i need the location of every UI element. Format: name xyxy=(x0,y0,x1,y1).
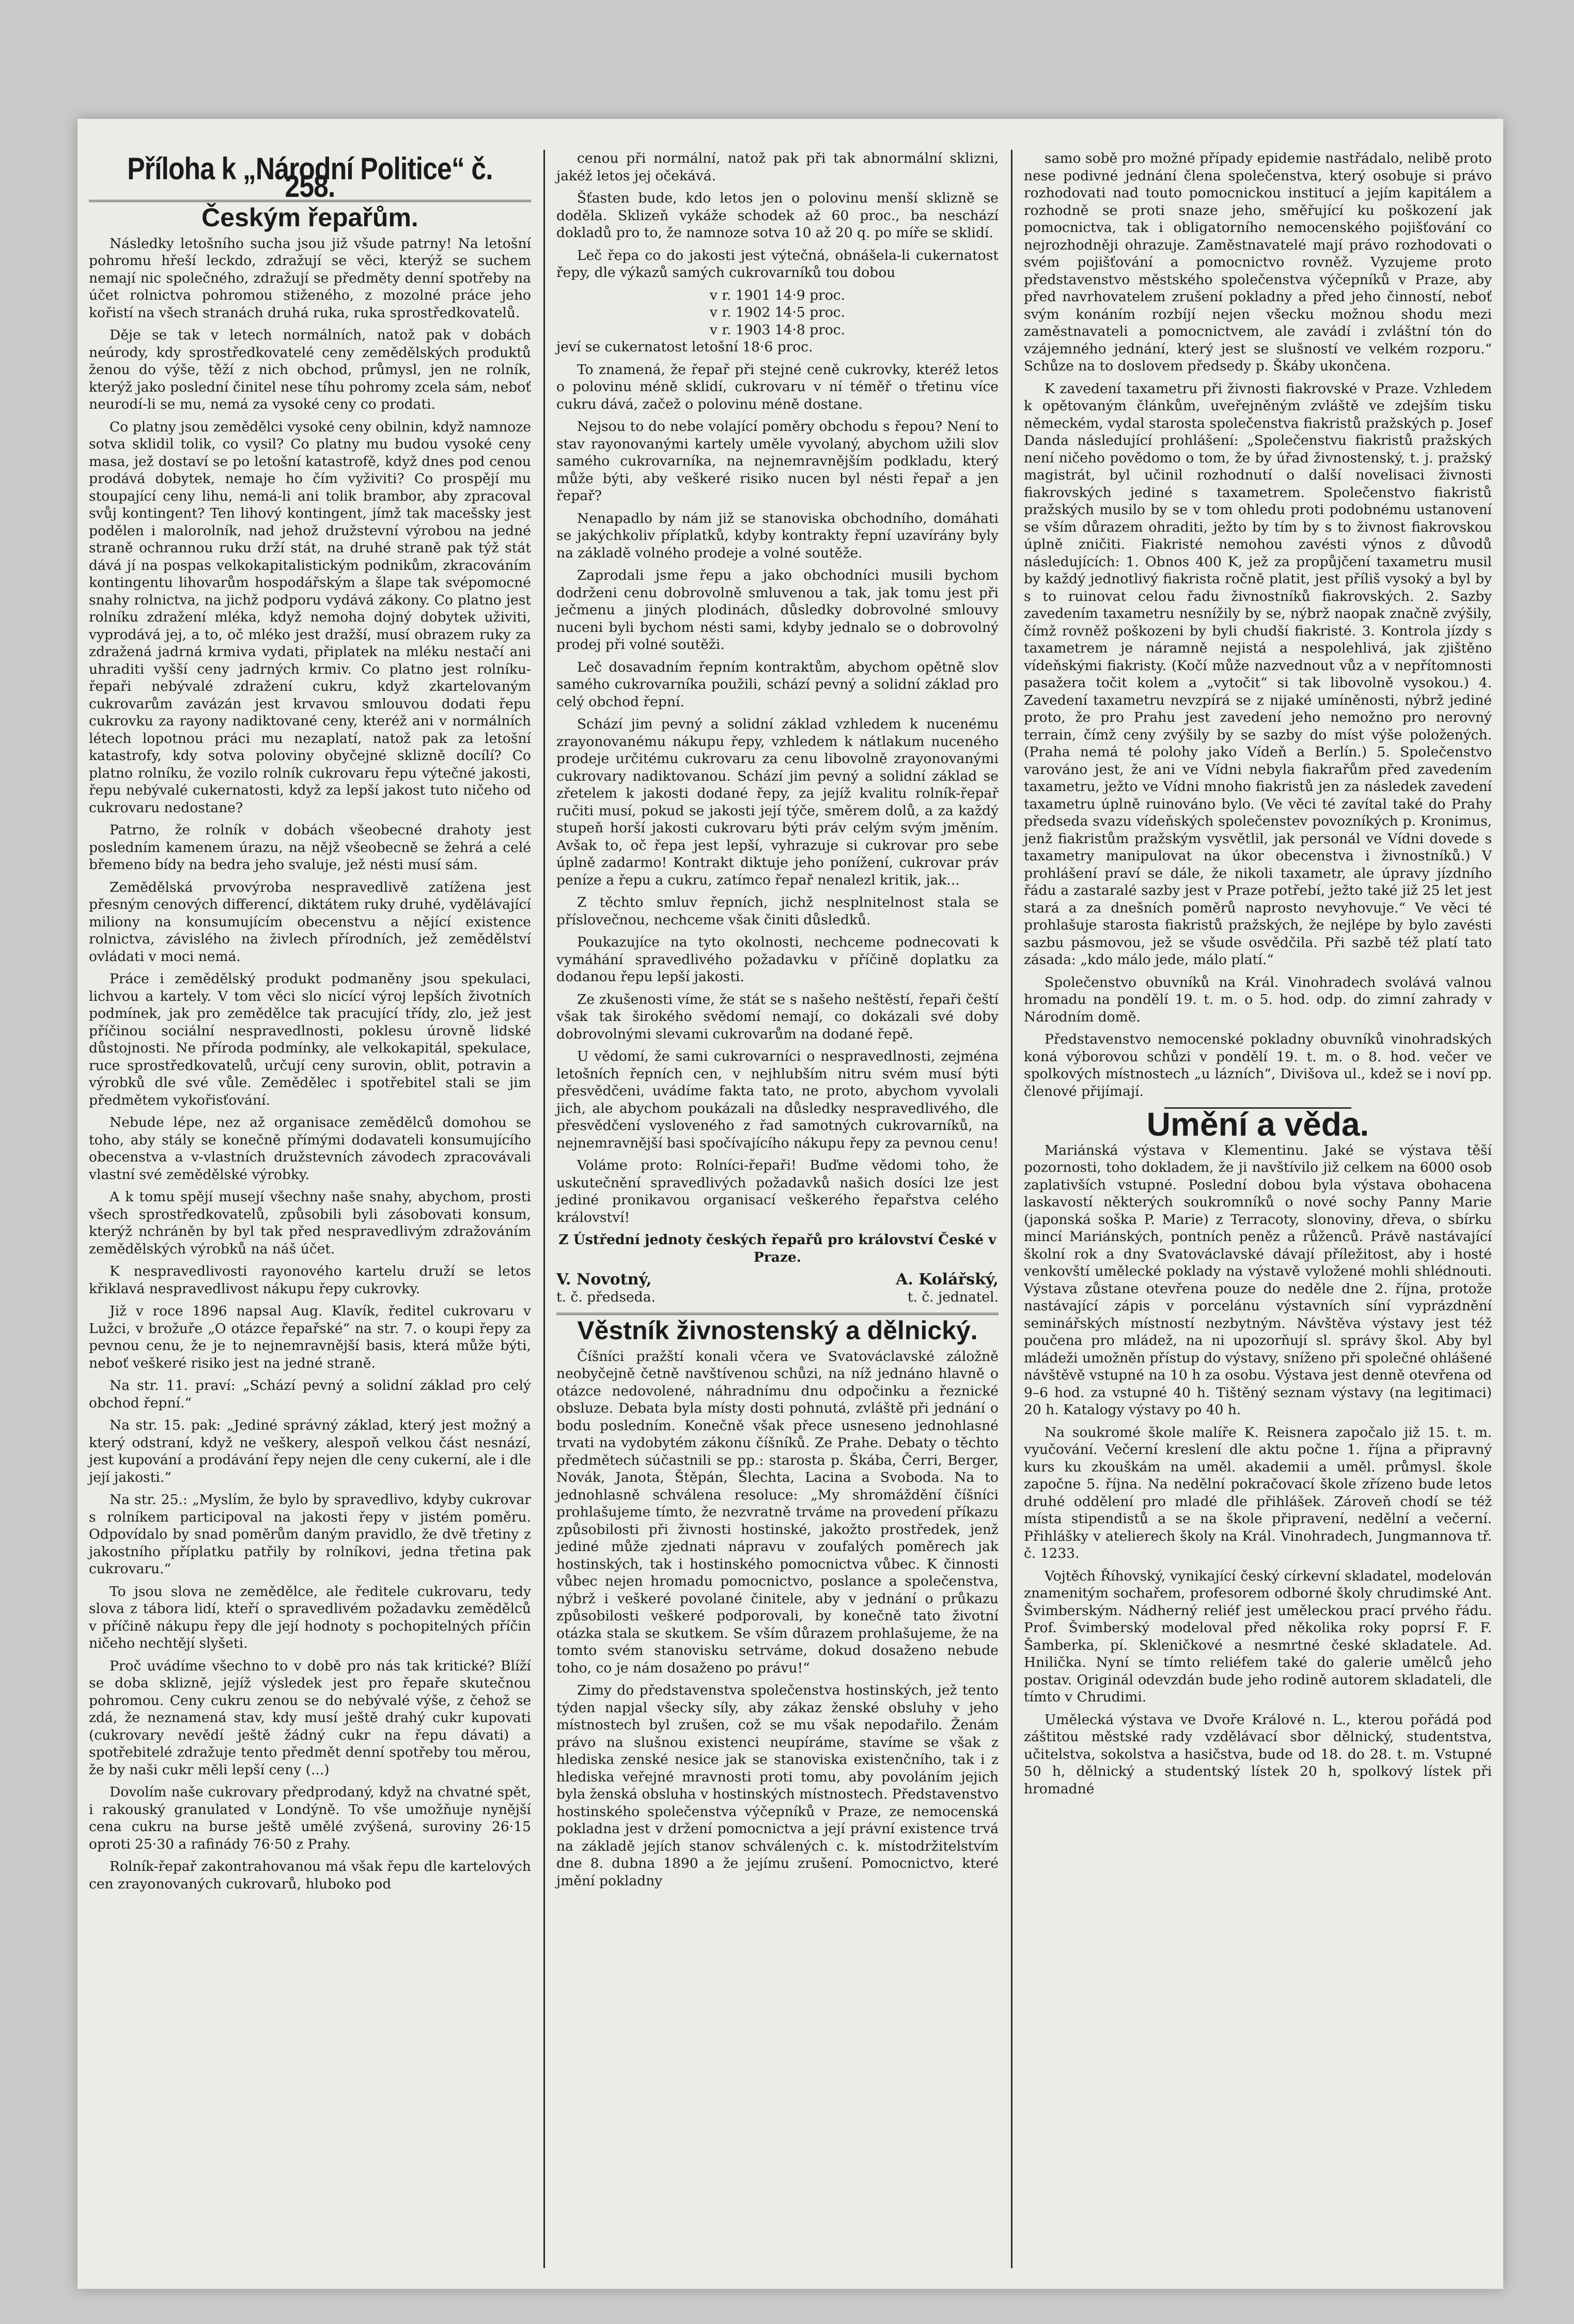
paragraph: To znamená, že řepař při stejné ceně cukrovky, kteréž letos o polovinu méně sklidí, cukrovaru v ní téměř o třetinu více cukru dává, začež o polovinu méně dostane. xyxy=(556,361,999,412)
paragraph: Vojtěch Říhovský, vynikající český církevní skladatel, modelován znamenitým sochařem, profesorem odborné školy chrudimské Ant. Švimberským. Nádherný reliéf jest uměleckou prací prvého řádu. Prof. Švimberský modeloval před několika roky poprsí F. F. Šamberka, pí. Skleničkové a nesmrtné české skladatele. Ad. Hnilička. Nyní se tímto reliéfem také do galerie umělců jeho postav. Originál odevzdán bude jeho rodině autorem skladateli, dle tímto v Chrudimi. xyxy=(1024,1568,1492,1705)
paragraph: Rolník-řepař zakontrahovanou má však řepu dle kartelových cen zrayonovaných cukrovarů, hluboko pod xyxy=(89,1858,531,1892)
signature-right-name: A. Kolářský, xyxy=(896,1271,999,1289)
paragraph: v r. 1903 14·8 proc. xyxy=(709,321,846,338)
paragraph: Šťasten bude, kdo letos jen o polovinu menší sklizně se doděla. Sklizeň vykáže schodek až 60 proc., ba neschází dokladů pro to, že namnoze sotva 10 až 20 q. po míře se sklidí. xyxy=(556,190,999,241)
paragraph: Nejsou to do nebe volající poměry obchodu s řepou? Není to stav rayonovanými kartely uměle vyvolaný, abychom užili slov samého cukrovarníka, na nejnemravnějším podkladu, který může býti, aby veškeré risiko nucen byl nésti řepař a jen řepař? xyxy=(556,419,999,504)
paragraph: Na soukromé škole malíře K. Reisnera započalo již 15. t. m. vyučování. Večerní kreslení dle aktu počne 1. října a připravný kurs ku zkouškám na uměl. akademii a uměl. průmysl. škole započne 5. října. Na nedělní pokračovací škole zřízeno bude letos druhé oddělení pro mladé dle přihlášek. Zároveň chodí se též místa stipendistů a se na škole připravení, nedělní a večerní. Přihlášky v atelierech školy na Král. Vinohradech, Jungmannova tř. č. 1233. xyxy=(1024,1424,1492,1561)
signature-head: Z Ústřední jednoty českých řepařů pro království České v Praze. xyxy=(558,1232,996,1265)
article-body xyxy=(556,150,999,282)
paragraph: Nenapadlo by nám již se stanoviska obchodního, domáhati se jakýchkoliv příplatků, kdyby kontrakty řepní uzavírány byly na základě volného prodeje a volné soutěže. xyxy=(556,510,999,561)
paragraph: Schází jim pevný a solidní základ vzhledem k nucenému zrayonovanému nákupu řepy, vzhledem k nátlakum nuceného prodeje určitému cukrovaru za cenu libovolně zrayonovanými cukrovary nadiktovanou. Schází jim pevný a solidní základ se zřetelem k jakosti dodané řepy, za jejíž kvalitu rolník-řepař ručiti musí, pokud se jakosti její týče, směrem dolů, a za každý stupeň horší jakosti cukrovaru býti práv celým svým jměním. Avšak to, oč řepa jest lepší, vyhrazuje si cukrovar pro sebe úplně zadarmo! Kontrakt diktuje jeho ponížení, cukrovar práv peníze a řepu a cukru, zatímco řepař nenalezl kritik, jak... xyxy=(556,716,999,888)
signature-right-role: t. č. jednatel. xyxy=(907,1289,999,1305)
paragraph: Leč dosavadním řepním kontraktům, abychom opětně slov samého cukrovarníka použili, schází pevný a solidní základ pro celý obchod řepní. xyxy=(556,659,999,710)
column-1 xyxy=(77,150,542,2268)
paragraph: Zimy do představenstva společenstva hostinských, jež tento týden napjal všecky síly, aby zákaz ženské obsluhy v jeho místnostech byl zrušen, což se mu však nepodařilo. Ženám právo na slušnou existenci neupíráme, stavíme se však z hlediska zenské nesice jak se stanoviska existenčního, tak i z hlediska veřejné mravnosti proti tomu, aby povoláním jejich byla ženská obsluha v hostinských místnostech. Představenstvo hostinského společenstva výčepníků v Praze, ze nemocenská pokladna jest v držení pomocnictva a její právní existence trvá na základě jejích stanov schválených c. k. místodržitelstvím dne 8. dubna 1890 a že jejímu zrušení. Pomocnictvo, které jmění pokladny xyxy=(556,1682,999,1889)
paragraph: Práce i zemědělský produkt podmaněny jsou spekulaci, lichvou a kartely. V tom věci slo nicící výroj lepších životních podmínek, jak pro zemědělce tak pracující třídy, zlo, jež jest příčinou sociální nespravedlnosti, poklesu úrovně lidské důstojnosti. Ne příroda podmínky, ale velkokapitál, spekulace, ruce sprostředkovatelů, určují ceny surovin, oblit, potravin a výrobků dle své vůle. Zemědělec i spotřebitel stali se jim předmětem vykořisťování. xyxy=(89,971,531,1108)
article-body xyxy=(556,361,999,1227)
column-3 xyxy=(1012,150,1503,2268)
paragraph: Co platny jsou zemědělci vysoké ceny obilnin, když namnoze sotva sklidil tolik, co vysil? Co platny mu budou vysoké ceny masa, jež dostaví se po letošní katastrofě, když dnes pod cenou prodává dobytek, nemaje ho čím vyživiti? Co prospějí mu stoupající ceny lihu, nemá-li ani tolik brambor, aby zpracoval svůj kontingent? Ten lihový kontingent, jímž tak macešsky jest podělen i malorolník, nad jehož družstevní výrobou na jedné straně ochrannou ruku drží stát, na druhé straně pak týž stát dává jí na pospas velkokapitalistickým podnikům, zkracováním kontingentu lihovarům hospodářským a šlape tak svépomocné snahy rolnictva, na jichž podporu vydává zákony. Co platno jest rolníku zdražení mléka, když nemoha dojný dobytek uživiti, vyprodává jej, a to, oč mléko jest dražší, musí obrazem ruky za zdražená jadrná krmiva vydati, připlatek na mléku nestačí ani uhraditi vyšší ceny jadrných krmiv. Co platno jest rolníku-řepaři nebývalé zdražení cukru, když zkartelovaným cukrovarům zavázán jest krvavou smlouvou dodati řepu cukrovku za rayony nadiktované ceny, kteréž ani v normálních létech lopotnou práci mu nezaplatí, natož pak za letošní katastrofy, kdy sotva poloviny obyčejné sklizně docílí? Co platno rolníku, že vozilo rolník cukrovaru řepu výtečné jakosti, řepu nebývalé cukernatosti, když za lepší jakost tuto ničeho od cukrovaru nedostane? xyxy=(89,419,531,816)
signature-left-name: V. Novotný, xyxy=(556,1271,652,1289)
paragraph: v r. 1902 14·5 proc. xyxy=(709,304,846,320)
paragraph: Ze zkušenosti víme, že stát se s našeho neštěstí, řepaři čeští však tak širokého svědomí nemají, co dokázali své doby dobrovolnými slevami cukrovarům na dodané řepě. xyxy=(556,991,999,1042)
paragraph: Proč uvádíme všechno to v době pro nás tak kritické? Blíží se doba sklizně, jejíž výsledek jest pro řepaře skutečnou pohromou. Ceny cukru zenou se do nebývalé výše, z čehož se zdá, že neznamená stav, kdy musí ještě drahý cukr kupovati (cukrovary nevědí ještě žádný cukr na řepu dávati) a spotřebitelé zdražuje tento předmět denní spotřeby tou měrou, že by naši cukr měli lepší ceny (...) xyxy=(89,1657,531,1778)
paragraph: Patrno, že rolník v dobách všeobecné drahoty jest posledním kamenem úrazu, na nějž všeobecně se žehrá a celé břemeno bídy na bedra jeho svaluje, jež nésti musí sám. xyxy=(89,822,531,873)
paragraph: Zaprodali jsme řepu a jako obchodníci musili bychom dodrženi cenu dobrovolně smluvenou a tak, jak tomu jest při ječmenu a jiných plodinách, důsledky dobrovolné smlouvy nuceni byli bychom nésti sami, kdyby jednalo se o dobrovolný prodej při volné soutěži. xyxy=(556,567,999,653)
paragraph: Voláme proto: Rolníci-řepaři! Buďme vědomi toho, že uskutečnění spravedlivých požadavků našich dosíci lze jest jediné pronikavou organisací veškerého řepařstva celého království! xyxy=(556,1157,999,1226)
paragraph: Umělecká výstava ve Dvoře Králové n. L., kterou pořádá pod záštitou městské rady vzdělávací sbor dělnický, studentstva, učitelstva, sokolstva a hasičstva, bude od 18. do 28. t. m. Vstupné 50 h, dělnický a studentský lístek 20 h, spolkový lístek při hromadné xyxy=(1024,1711,1492,1797)
paragraph: cenou při normální, natož pak při tak abnormální sklizni, jakéž letos jej očekává. xyxy=(556,150,999,184)
signature-roles xyxy=(556,1289,999,1306)
masthead: Příloha k „Národní Politice“ č. 258. xyxy=(127,151,493,204)
section-body xyxy=(1024,1142,1492,1798)
paragraph: samo sobě pro možné případy epidemie nastřádalo, nelibě proto nese podivné jednání člena společenstva, který osobuje si právo rozhodovati nad touto pomocnickou institucí a jejím kapitálem a rozhodně se proti snaze jeho, směřující ku poškození jak pomocnictva, tak i obligatorního nemocenského pojišťování co nejrozhodněji ohrazuje. Zaměstnavatelé mají právo rozhodovati o svém pojišťování a pomocnictvo rovněž. Vyzujeme proto představenstvo městského společenstva výčepníků v Praze, aby před navrhovatelem zrušení pokladny a před jeho činností, neboť svým konáním rozbíjí nejen všecku možnou shodu mezi zaměstnavateli a pomocnictvem, ale zavádí i zvláštní tón do vzájemného jednání, který jest se slušností ve velkém rozporu.“ Schůze na to doslovem předsedy p. Škáby ukončena. xyxy=(1024,150,1492,374)
paragraph: Představenstvo nemocenské pokladny obuvníků vinohradských koná výborovou schůzi v pondělí 19. t. m. o 8. hod. večer ve spolkových místnostech „u lázních“, Divišova ul., kdež se i noví pp. členové přijímají. xyxy=(1024,1031,1492,1099)
article-body xyxy=(89,235,531,1893)
section-body xyxy=(556,1348,999,1890)
stat-list xyxy=(556,287,999,339)
article-body xyxy=(1024,150,1492,1100)
paragraph: Již v roce 1896 napsal Aug. Klavík, ředitel cukrovaru v Lužci, v brožuře „O otázce řepařské“ na str. 7. o koupi řepy za pevnou cenu, že je to nejnemravnější basis, která může býti, neboť veškeré risiko jest na jedné straně. xyxy=(89,1303,531,1371)
paragraph: Na str. 11. praví: „Schází pevný a solidní základ pro celý obchod řepní.“ xyxy=(89,1377,531,1411)
paragraph: A k tomu spějí musejí všechny naše snahy, abychom, prosti všech sprostředkovatelů, způsobili byli zásobovati konsum, kterýž nchráněn by byl tak před nespravedlivým zdražováním zemědělských výrobků na náš účet. xyxy=(89,1189,531,1257)
paragraph: K zavedení taxametru při živnosti fiakrovské v Praze. Vzhledem k opětovaným článkům, uveřejněným zvláště ve zdejším tisku německém, vydal starosta společenstva fiakristů pražských p. Josef Danda následující prohlášení: „Společenstvu fiakristů pražských není ničeho povědomo o tom, že by úřad živnostenský, t. j. pražský magistrát, byl učinil rozhodnutí o další novelisaci živnosti fiakrovských jediné s taxametrem. Společenstvo fiakristů pražských musilo by se v tom ohledu proti podobnému ustanovení se vším důrazem ohraditi, ježto by tím by s to živnost fiakrovskou úplně zničiti. Fiakristé nemohou zavésti výnos z důvodů následujících: 1. Obnos 400 K, jež za propůjčení taxametru musil by každý jednotlivý fiakrista ročně platit, jest příliš vysoký a byl by s to ruinovat celou řadu živnostníků fiakrovských. 2. Sazby zavedením taxametru nesnížily by se, nýbrž naopak značně zvýšily, čímž rovněž poškozeni by byli chudší fiakristé. 3. Kontrola jízdy s taxametrem je náramně nejistá a nespolehlivá, jak zjištěno vídeňskými fiakristy. (Kočí může nazvednout vůz a v nepřítomnosti pasažera točit kolem a „vytočit“ si tak libovolně vysokou.) 4. Zavedení taxametru nevzpírá se z nijaké umíněnosti, nýbrž jediné proto, že pro Prahu jest zavedení jeho nemožno pro nerovný terrain, čímž ceny zvýšily by se sazby do míst výše položených. (Praha nemá té polohy jako Vídeň a Berlín.) 5. Společenstvo varováno jest, že ani ve Vídni nebyla fiakrařům před zavedením taxametru, ježto ve Vídni mnoho fiakristů jen za následek zavedení taxametru úplně ruinováno bylo. (Ve věci té zavítal také do Prahy předseda svazu vídeňských společenstev povozníkých p. Kronimus, jenž fiakristům pražským vysvětlil, jak personál ve Vídni dovede s taxametry manipulovat na úkor obecenstva i živnostníků.) V prohlášení praví se dále, že nikoli taxametr, ale úpravy jízdního řádu a zastaralé sazby jest v Praze potřebí, ježto také již 25 let jest stará a za dnešních poměrů naprosto nevyhovuje.“ Ve věci té prohlašuje starosta fiakristů pražských, že nejlépe by bylo zavésti sazbu pásmovou, jež se všude osvědčila. Při sazbě též platí tato zásada: „kdo málo jede, málo platí.“ xyxy=(1024,380,1492,968)
paragraph: Leč řepa co do jakosti jest výtečná, obnášela-li cukernatost řepy, dle výkazů samých cukrovarníků tou dobou xyxy=(556,247,999,281)
section-title: Věstník živnostenský a dělnický. xyxy=(577,1316,978,1345)
paragraph: Děje se tak v letech normálních, natož pak v dobách neúrody, kdy sprostředkovatelé ceny zemědělských produktů ženou do výše, těží z nich obchod, průmysl, jen ne rolník, kterýž jako poslední činitel nese tíhu pohromy zcela sám, neboť neurodí-li se mu, nemá za vysoké ceny co prodati. xyxy=(89,327,531,412)
paragraph: Na str. 25.: „Myslím, že bylo by spravedlivo, kdyby cukrovar s rolníkem participoval na jakosti řepy v jistém poměru. Odpovídalo by snad poměrům daným pravidlo, že dvě třetiny z jakostního příplatku patřily by rolníkovi, jedna třetina pak cukrovaru.“ xyxy=(89,1492,531,1577)
column-2 xyxy=(545,150,1010,2268)
paragraph: Nebude lépe, nez až organisace zemědělců domohou se toho, aby stály se konečně přímými dodavateli konsumujícího obecenstva a v-vlastních družstevních závodech zpracovávali vlastní své zemědělské výrobky. xyxy=(89,1114,531,1183)
newspaper-page xyxy=(77,119,1503,2289)
paragraph: Následky letošního sucha jsou již všude patrny! Na letošní pohromu hřeší leckdo, zdražují se věci, kterýž se suchem nemají nic společného, zdražují se předměty denní spotřeby na účet rolnictva pohromou stiženého, z mozolné práce jeho kořistí na všech stranách druhá ruka, ruka sprostředkovatelů. xyxy=(89,235,531,321)
article-title: Českým řepařům. xyxy=(201,203,418,232)
paragraph: Číšníci pražští konali včera ve Svatováclavské záložně neobyčejně četně navštívenou schůzi, na níž jednáno hlavně o otázce nedovolené, náhradnímu dnu odpočinku a řeznické obsluze. Debata byla místy dosti pohnutá, zvláště při jednání o bodu posledním. Konečně však přece usneseno jednohlasné trvati na vydobytém zákonu číšníků. Ze Prahe. Debaty o těchto předmětech súčastnili se pp.: starosta p. Škába, Čerri, Berger, Novák, Janota, Štěpán, Šlechta, Lacina a Svoboda. Na to jednohlasně schválena resoluce: „My shromáždění číšníci prohlašujeme tímto, že nezvratně trváme na provedení příkazu způsobilosti při živnosti hostinské, jakožto prostředek, jenž jediné může zjednati nápravu v zoufalých poměrech jak hostinských, tak i hostinského pomocnictva vůbec. K činnosti vůbec nejen hromadu pomocnictvo, poslance a společenstva, nýbrž i veškeré povolané činitele, aby v jednání o průkazu způsobilosti veškeré podporovali, by konečně tato životní otázka stala se skutkem. Se vším důrazem prohlašujeme, že na tomto svém stanovisku setrváme, dokud dosaženo nebude toho, co je nám dosaženo po právu!“ xyxy=(556,1348,999,1676)
signature-left-role: t. č. předseda. xyxy=(556,1289,656,1305)
paragraph: To jsou slova ne zemědělce, ale ředitele cukrovaru, tedy slova z tábora lidí, kteří o spravedlivém požadavku zemědělců v příčině nákupu řepy dle její hodnoty s pochopitelných příčin ničeho nechtějí slyšeti. xyxy=(89,1583,531,1651)
paragraph: Společenstvo obuvníků na Král. Vinohradech svolává valnou hromadu na pondělí 19. t. m. o 5. hod. odp. do zimní zahrady v Národním domě. xyxy=(1024,974,1492,1025)
paragraph: v r. 1901 14·9 proc. xyxy=(709,287,846,303)
signature-names xyxy=(556,1271,999,1289)
paragraph: Dovolím naše cukrovary předprodaný, když na chvatné spět, i rakouský granulated v Londýně. To vše umožňuje nynější cena cukru na burse ještě umělé zvýšená, suroviny 26·15 oproti 25·30 a rafinády 76·50 z Prahy. xyxy=(89,1784,531,1852)
section-title: Umění a věda. xyxy=(1146,1106,1369,1143)
stat-summary: jeví se cukernatost letošní 18·6 proc. xyxy=(556,339,813,355)
paragraph: Na str. 15. pak: „Jediné správný základ, který jest možný a který odstraní, když ne veškery, alespoň velkou část nesnází, jest kupování a prodávání řepy nejen dle ceny cukerní, ale i dle její jakosti.“ xyxy=(89,1417,531,1485)
paragraph: Mariánská výstava v Klementinu. Jaké se výstava těší pozornosti, toho dokladem, že ji navštívilo již celkem na 6000 osob zaplativších vstupné. Poslední dobou byla výstava obohacena laskavostí některých soukromníků o nové sochy Panny Marie (japonská soška P. Marie) z Terracoty, slonoviny, dřeva, o sbírku mincí Mariánských, pontních peněz a růženců. Právě nastávající školní rok a dny Svatováclavské dávají příležitost, aby i hosté venkovští umělecké poklady na výstavě vyložené mohli shlédnouti. Výstava zůstane otevřena pouze do neděle dne 2. října, protože nastávající zápis v porcelánu výstavních síní vyprázdnění seminářských místností nezbytným. Návštěva výstavy jest též poučena pro mládež, na ni upozorňují sl. správy škol. Aby byl mládeži umožněn přístup do výstavy, sníženo při společné ohlášené návštěvě vstupné na 10 h za osobu. Výstava jest denně otevřena od 9–6 hod. za vstupné 40 h. Tištěný seznam výstavy (na legitimaci) 20 h. Katalogy výstavy po 40 h. xyxy=(1024,1142,1492,1418)
paragraph: Z těchto smluv řepních, jichž nesplnitelnost stala se příslovečnou, nechceme však činiti důsledků. xyxy=(556,894,999,928)
section-rule xyxy=(556,1313,999,1315)
paragraph: Zemědělská prvovýroba nespravedlivě zatížena jest přesným cenových differencí, diktátem ruky druhé, vydělávající miliony na konsumujícím obecenstvu a nějící existence rolnictva, závislého na živlech přírodních, jež zemědělství ovládati v moci nemá. xyxy=(89,879,531,965)
paragraph: K nespravedlivosti rayonového kartelu druží se letos křiklavá nespravedlivost nákupu řepy cukrovky. xyxy=(89,1263,531,1297)
paragraph: U vědomí, že sami cukrovarníci o nespravedlnosti, zejména letošních řepních cen, v nejhlubším nitru svém musí býti přesvědčeni, uvádíme fakta tato, ne proto, abychom vyvolali jich, ale abychom poukázali na důsledky nespravedlivého, dle přesvědčení vysloveného z řad samotných cukrovarníků, na nejnemravnější basi spočívajícího nákupu řepy za pevnou cenu! xyxy=(556,1048,999,1151)
paragraph: Poukazujíce na tyto okolnosti, nechceme podnecovati k vymáhání spravedlivého požadavku v příčině doplatku za dodanou řepu lepší jakosti. xyxy=(556,934,999,985)
